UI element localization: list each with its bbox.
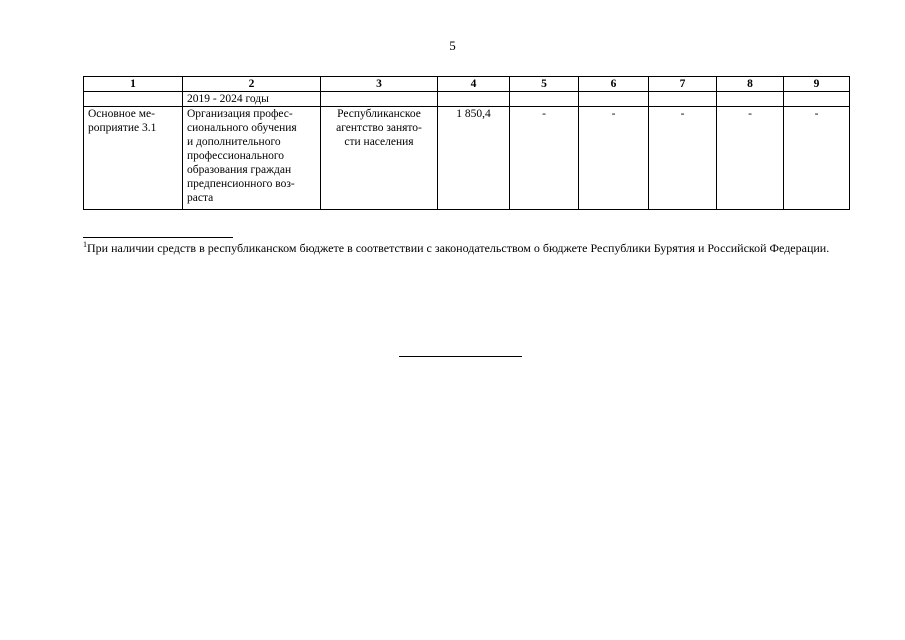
header-col-3: 3	[321, 77, 438, 92]
header-col-2: 2	[183, 77, 321, 92]
footnote-separator	[83, 237, 233, 238]
period-cell-5	[510, 92, 579, 107]
amount-cell: 1 850,4	[438, 107, 510, 210]
period-cell-9	[784, 92, 850, 107]
period-cell-4	[438, 92, 510, 107]
period-cell-8	[717, 92, 784, 107]
value-cell-9: -	[784, 107, 850, 210]
header-col-9: 9	[784, 77, 850, 92]
header-col-1: 1	[84, 77, 183, 92]
period-cell-3	[321, 92, 438, 107]
value-cell-6: -	[579, 107, 649, 210]
footnote	[83, 241, 849, 256]
header-col-4: 4	[438, 77, 510, 92]
value-cell-7: -	[649, 107, 717, 210]
period-cell-1	[84, 92, 183, 107]
page-number: 5	[449, 38, 456, 53]
activity-description: Организация профес- сионального обучения и дополнительного профессионального образования граждан предпенсионного воз- раста	[183, 107, 321, 210]
footnote-marker: 1	[83, 240, 87, 249]
period-cell-6	[579, 92, 649, 107]
value-cell-5: -	[510, 107, 579, 210]
header-col-5: 5	[510, 77, 579, 92]
period-row	[84, 92, 850, 107]
activities-table	[83, 76, 850, 210]
activity-name: Основное ме- роприятие 3.1	[84, 107, 183, 210]
header-col-7: 7	[649, 77, 717, 92]
responsible-executor: Республиканское агентство занято- сти населения	[321, 107, 438, 210]
end-of-document-line	[399, 356, 522, 357]
footnote-text: При наличии средств в республиканском бюджете в соответствии с законодательством о бюджете Республики Бурятия и Российской Федерации.	[87, 241, 830, 255]
period-cell-7	[649, 92, 717, 107]
header-col-8: 8	[717, 77, 784, 92]
value-cell-8: -	[717, 107, 784, 210]
header-row	[84, 77, 850, 92]
header-col-6: 6	[579, 77, 649, 92]
period-cell-2: 2019 - 2024 годы	[183, 92, 321, 107]
table-row	[84, 107, 850, 210]
